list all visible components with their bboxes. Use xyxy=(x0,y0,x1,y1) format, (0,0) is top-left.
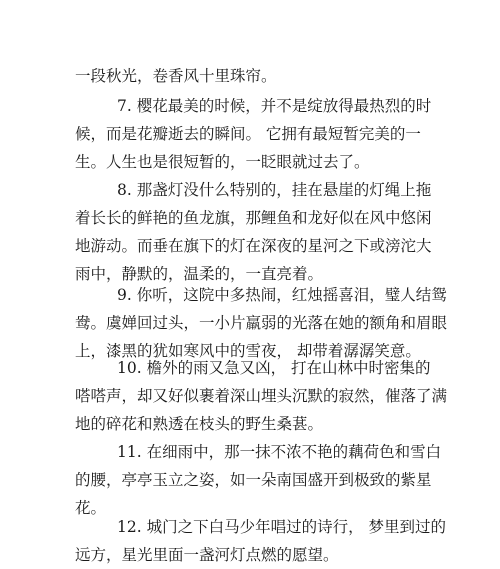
paragraph-12 xyxy=(75,513,447,569)
text-line: 10. 檐外的雨又急又凶， 打在山林中时密集的 xyxy=(117,359,431,377)
paragraph-9 xyxy=(75,281,448,365)
text-line: 11. 在细雨中，那一抹不浓不艳的藕荷色和雪白 xyxy=(117,443,442,461)
text-line: 地的碎花和熟透在枝头的野生桑葚。 xyxy=(75,415,324,433)
text-line: 鸯。虞婵回过头，一小片羸弱的光落在她的额角和眉眼 xyxy=(75,314,448,332)
text-line: 一段秋光，卷香风十里珠帘。 xyxy=(75,67,277,85)
text-line: 雨中，静默的，温柔的，一直亮着。 xyxy=(75,265,324,283)
text-line: 远方，星光里面一盏河灯点燃的愿望。 xyxy=(75,546,339,564)
paragraph-10 xyxy=(75,354,448,438)
text-line: 8. 那盏灯没什么特别的，挂在悬崖的灯绳上拖 xyxy=(117,181,432,199)
text-line: 花。 xyxy=(75,499,107,517)
text-line: 的腰，亭亭玉立之姿，如一朵南国盛开到极致的紫星 xyxy=(75,471,432,489)
paragraph-8 xyxy=(75,176,432,288)
paragraph-intro xyxy=(75,62,425,90)
text-line: 9. 你听，这院中多热闹，红烛摇喜泪，璧人结鸳 xyxy=(117,286,447,304)
paragraph-7 xyxy=(75,92,432,176)
text-line: 着长长的鲜艳的鱼龙旗，那鲤鱼和龙好似在风中悠闲 xyxy=(75,209,432,227)
paragraph-11 xyxy=(75,438,442,522)
text-line: 地游动。而垂在旗下的灯在深夜的星河之下或滂沱大 xyxy=(75,237,432,255)
text-line: 7. 樱花最美的时候，并不是绽放得最热烈的时 xyxy=(117,97,432,115)
text-line: 12. 城门之下白马少年唱过的诗行， 梦里到过的 xyxy=(117,518,447,536)
text-line: 候，而是花瓣逝去的瞬间。 它拥有最短暂完美的一 xyxy=(75,125,421,143)
text-line: 嗒嗒声，却又好似裹着深山埋头沉默的寂然，催落了满 xyxy=(75,387,448,405)
text-line: 生。人生也是很短暂的，一眨眼就过去了。 xyxy=(75,153,370,171)
text-line: 上，漆黑的犹如寒风中的雪夜， 却带着潺潺笑意。 xyxy=(75,342,421,360)
